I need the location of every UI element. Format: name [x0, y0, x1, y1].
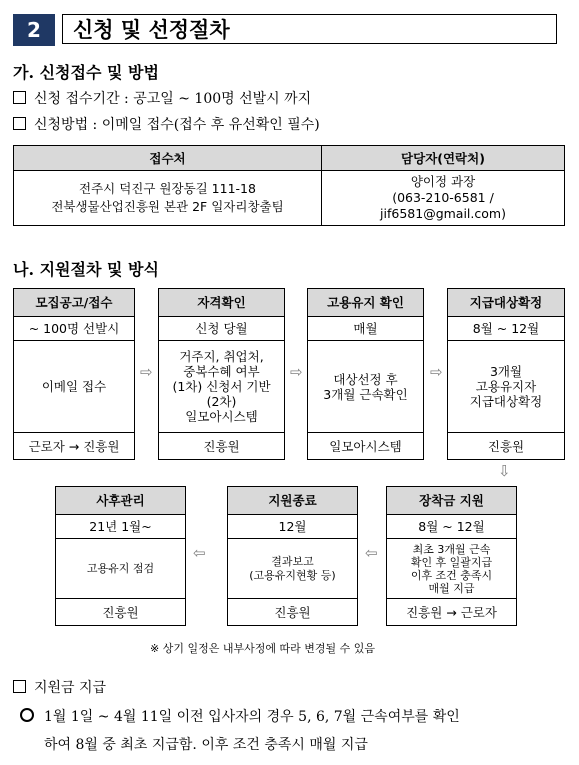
flow-step-content-line: 결과보고: [271, 554, 314, 568]
flow-step-period: 12월: [228, 515, 357, 539]
flow-step-content-line: 최초 3개월 근속: [412, 542, 491, 556]
flow-step-content: [228, 539, 357, 599]
flow-step-period: 21년 1월~: [56, 515, 185, 539]
contact-person-name: 양이정 과장: [410, 174, 476, 189]
contact-place-line: 전주시 덕진구 원장동길 111-18: [79, 181, 256, 196]
part-a-heading: 가. 신청접수 및 방법: [13, 63, 159, 82]
contact-table-header-row: [14, 146, 565, 171]
contact-table: [13, 145, 565, 226]
flow-step-actor: 진흥원 → 근로자: [406, 604, 497, 620]
flow-step-period: 8월 ~ 12월: [448, 317, 564, 341]
contact-place-cell: [14, 171, 322, 226]
payment-line: 1월 1일 ~ 4월 11일 이전 입사자의 경우 5, 6, 7월 근속여부를 확인: [20, 706, 460, 726]
contact-person-phone: (063-210-6581 /: [392, 190, 494, 205]
part-a-item: 신청 접수기간 : 공고일 ~ 100명 선발시 까지: [13, 88, 311, 108]
flow-step-actor: 진흥원: [203, 438, 240, 454]
flow-step-actor: 진흥원: [487, 438, 525, 454]
flow-step-title: 자격확인: [159, 289, 284, 317]
contact-table-row: [14, 171, 565, 226]
flow-step-content-line: 매월 지급: [428, 581, 475, 595]
right-arrow-icon: ⇨: [290, 363, 303, 381]
contact-table-header-person: 담당자(연락처): [322, 146, 565, 171]
down-arrow-icon: ⇩: [498, 462, 511, 480]
flow-step-content-line: 확인 후 일괄지급: [410, 555, 493, 569]
flow-step-period: 8월 ~ 12월: [387, 515, 516, 539]
flow-step-actor: 진흥원: [102, 604, 139, 620]
contact-place-line: 전북생물산업진흥원 본관 2F 일자리창출팀: [51, 199, 284, 214]
flow-step-actor: 진흥원: [274, 604, 311, 620]
flow-step-content: [56, 539, 185, 599]
flow-step-content: [448, 341, 564, 433]
flow-step-actor: 근로자 → 진흥원: [28, 438, 120, 454]
part-a-item: 신청방법 : 이메일 접수(접수 후 유선확인 필수): [13, 114, 320, 134]
payment-line: 하여 8월 중 최초 지급함. 이후 조건 충족시 매월 지급: [44, 737, 368, 753]
flow-step-content-line: 대상선정 후: [333, 371, 398, 387]
flow-step-title: 지원종료: [228, 487, 357, 515]
right-arrow-icon: ⇨: [430, 363, 443, 381]
checkbox-square-icon: [13, 680, 26, 693]
schedule-note: ※ 상기 일정은 내부사정에 따라 변경될 수 있음: [150, 642, 375, 655]
contact-person-email: jif6581@gmail.com): [380, 206, 506, 221]
flow-step-content-line: (2차): [206, 394, 237, 409]
payment-heading: 지원금 지급: [13, 677, 106, 697]
flow-step-eligibility: [158, 288, 285, 460]
flow-step-content-line: 고용유지 점검: [86, 562, 155, 575]
flow-step-end: [227, 486, 358, 626]
flow-step-content-line: 거주지, 취업처,: [179, 349, 264, 364]
flow-step-recruit: [13, 288, 135, 460]
checkbox-square-icon: [13, 91, 26, 104]
section-number-badge: 2: [13, 14, 55, 46]
flow-step-content-line: 일모아시스템: [185, 409, 258, 424]
flow-step-content-line: 고용유지자: [475, 379, 537, 394]
flow-step-content-line: 3개월 근속확인: [323, 386, 408, 402]
flow-step-title: 고용유지 확인: [308, 289, 423, 317]
flow-step-content-line: 이후 조건 충족시: [410, 568, 493, 582]
section-title: 신청 및 선정절차: [62, 14, 557, 44]
flow-step-period: 신청 당월: [159, 317, 284, 341]
flow-step-period: 매월: [308, 317, 423, 341]
flow-step-title: 사후관리: [56, 487, 185, 515]
contact-table-header-place: 접수처: [14, 146, 322, 171]
checkbox-square-icon: [13, 117, 26, 130]
flow-step-content-line: 3개월: [489, 364, 523, 379]
flow-step-title: 장착금 지원: [387, 487, 516, 515]
flow-step-content-line: 이메일 접수: [41, 379, 107, 394]
flow-step-actor: 일모아시스템: [329, 438, 402, 454]
flow-step-content-line: 중복수혜 여부: [183, 364, 260, 379]
flow-step-content-line: (1차) 신청서 기반: [172, 379, 271, 394]
flow-step-employment-check: [307, 288, 424, 460]
part-b-heading: 나. 지원절차 및 방식: [13, 260, 159, 279]
flow-step-content: [308, 341, 423, 433]
flow-step-title: 지급대상확정: [448, 289, 564, 317]
flow-step-content: [387, 539, 516, 599]
flow-step-period: ~ 100명 선발시: [14, 317, 134, 341]
flow-step-content: [14, 341, 134, 433]
flow-step-content: [159, 341, 284, 433]
flow-step-target-confirm: [447, 288, 565, 460]
flow-step-payment: [386, 486, 517, 626]
flow-step-content-line: 지급대상확정: [469, 394, 543, 409]
left-arrow-icon: ⇦: [365, 544, 378, 562]
flow-step-title: 모집공고/접수: [14, 289, 134, 317]
right-arrow-icon: ⇨: [140, 363, 153, 381]
left-arrow-icon: ⇦: [193, 544, 206, 562]
flow-step-followup: [55, 486, 186, 626]
contact-person-cell: [322, 171, 565, 226]
circle-bullet-icon: [20, 708, 34, 722]
flow-step-content-line: (고용유지현황 등): [249, 568, 336, 582]
